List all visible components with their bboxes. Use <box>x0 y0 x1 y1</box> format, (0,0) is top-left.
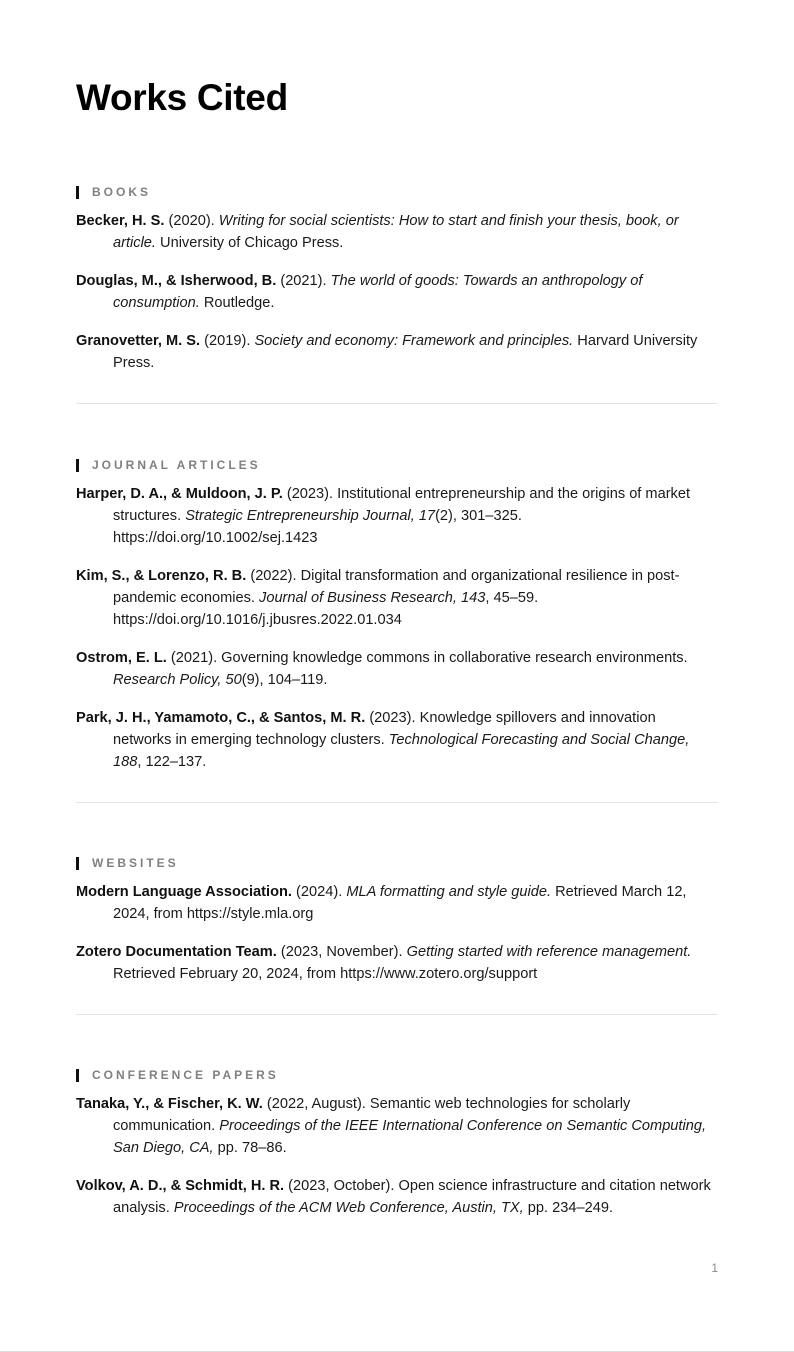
citation-author: Harper, D. A., & Muldoon, J. P. <box>76 486 283 502</box>
section-header <box>76 458 718 472</box>
citation-title: Proceedings of the ACM Web Conference, Austin, TX, <box>173 1200 524 1216</box>
section-divider <box>76 802 718 803</box>
citation-entry <box>76 707 718 773</box>
citation-title: The world of goods: Towards an anthropology of consumption. <box>113 273 643 311</box>
citation-author: Granovetter, M. S. <box>76 333 201 349</box>
citation-title: Writing for social scientists: How to start and finish your thesis, book, or article. <box>113 213 679 251</box>
citation-text: , 122–137. <box>137 754 207 770</box>
citation-author: Tanaka, Y., & Fischer, K. W. <box>76 1096 263 1112</box>
citation-text: (2023, October). Open science infrastructure and citation network analysis. <box>113 1178 711 1216</box>
citation-text: (2022). Digital transformation and organizational resilience in post-pandemic economies. <box>113 568 680 606</box>
citation-author: Zotero Documentation Team. <box>76 944 277 960</box>
citation-author: Kim, S., & Lorenzo, R. B. <box>76 568 247 584</box>
citation-entry <box>76 647 718 691</box>
citation-title: Proceedings of the IEEE International Conference on Semantic Computing, San Diego, CA, <box>113 1118 707 1156</box>
citation-text: University of Chicago Press. <box>155 235 344 251</box>
citation-text: pp. 234–249. <box>523 1200 613 1216</box>
citation-text: (2023, November). <box>276 944 407 960</box>
citation-text: Retrieved March 12, 2024, from https://style.mla.org <box>113 884 687 922</box>
section-divider <box>76 403 718 404</box>
citation-entry <box>76 1175 718 1219</box>
section-label: JOURNAL ARTICLES <box>92 458 261 472</box>
section-marker <box>76 186 79 199</box>
citation-title: Journal of Business Research, 143 <box>259 590 486 606</box>
section-marker <box>76 1069 79 1082</box>
page-title: Works Cited <box>76 77 288 118</box>
citation-text: (2021). <box>276 273 331 289</box>
section-header <box>76 856 718 870</box>
section-label: CONFERENCE PAPERS <box>92 1068 279 1082</box>
citation-text: (2023). Knowledge spillovers and innovation networks in emerging technology clusters. <box>113 710 656 748</box>
citation-title: MLA formatting and style guide. <box>346 884 552 900</box>
citation-author: Volkov, A. D., & Schmidt, H. R. <box>76 1178 285 1194</box>
citation-author: Ostrom, E. L. <box>76 650 167 666</box>
citation-text: Harvard University Press. <box>113 333 698 371</box>
section-conference-papers <box>76 1068 718 1219</box>
section-header <box>76 1068 718 1082</box>
citation-text: (9), 104–119. <box>241 672 328 688</box>
citation-title: Strategic Entrepreneurship Journal, 17 <box>185 508 436 524</box>
citation-entry <box>76 1093 718 1159</box>
citation-text: (2022, August). Semantic web technologies for scholarly communication. <box>113 1096 631 1134</box>
citation-title: Research Policy, 50 <box>113 672 242 688</box>
citation-entry <box>76 270 718 314</box>
citation-text: pp. 78–86. <box>213 1140 287 1156</box>
section-label: BOOKS <box>92 185 152 199</box>
citation-author: Modern Language Association. <box>76 884 292 900</box>
section-books <box>76 185 718 374</box>
citation-entry <box>76 565 718 631</box>
citation-entry <box>76 881 718 925</box>
section-header <box>76 185 718 199</box>
section-marker <box>76 459 79 472</box>
citation-title: Technological Forecasting and Social Change, 188 <box>113 732 690 770</box>
page-number: 1 <box>711 1261 718 1275</box>
citation-text: (2020). <box>164 213 219 229</box>
citation-text: , 45–59. https://doi.org/10.1016/j.jbusres.2022.01.034 <box>113 590 539 628</box>
citation-author: Becker, H. S. <box>76 213 165 229</box>
citation-entry <box>76 941 718 985</box>
section-websites <box>76 856 718 985</box>
citation-title: Getting started with reference management. <box>406 944 692 960</box>
section-marker <box>76 857 79 870</box>
citation-title: Society and economy: Framework and principles. <box>254 333 574 349</box>
citation-text: (2019). <box>200 333 255 349</box>
citation-text: Routledge. <box>199 295 275 311</box>
citation-entry <box>76 210 718 254</box>
section-journal-articles <box>76 458 718 773</box>
citation-text: (2021). Governing knowledge commons in collaborative research environments. <box>166 650 688 666</box>
citation-text: (2), 301–325. https://doi.org/10.1002/sej.1423 <box>113 508 522 546</box>
citation-text: (2023). Institutional entrepreneurship and the origins of market structures. <box>113 486 691 524</box>
citation-author: Douglas, M., & Isherwood, B. <box>76 273 277 289</box>
section-divider <box>76 1014 718 1015</box>
citation-entry <box>76 483 718 549</box>
section-label: WEBSITES <box>92 856 179 870</box>
citation-author: Park, J. H., Yamamoto, C., & Santos, M. R. <box>76 710 366 726</box>
citation-text: Retrieved February 20, 2024, from https://www.zotero.org/support <box>113 966 538 982</box>
citation-text: (2024). <box>291 884 347 900</box>
citation-entry <box>76 330 718 374</box>
